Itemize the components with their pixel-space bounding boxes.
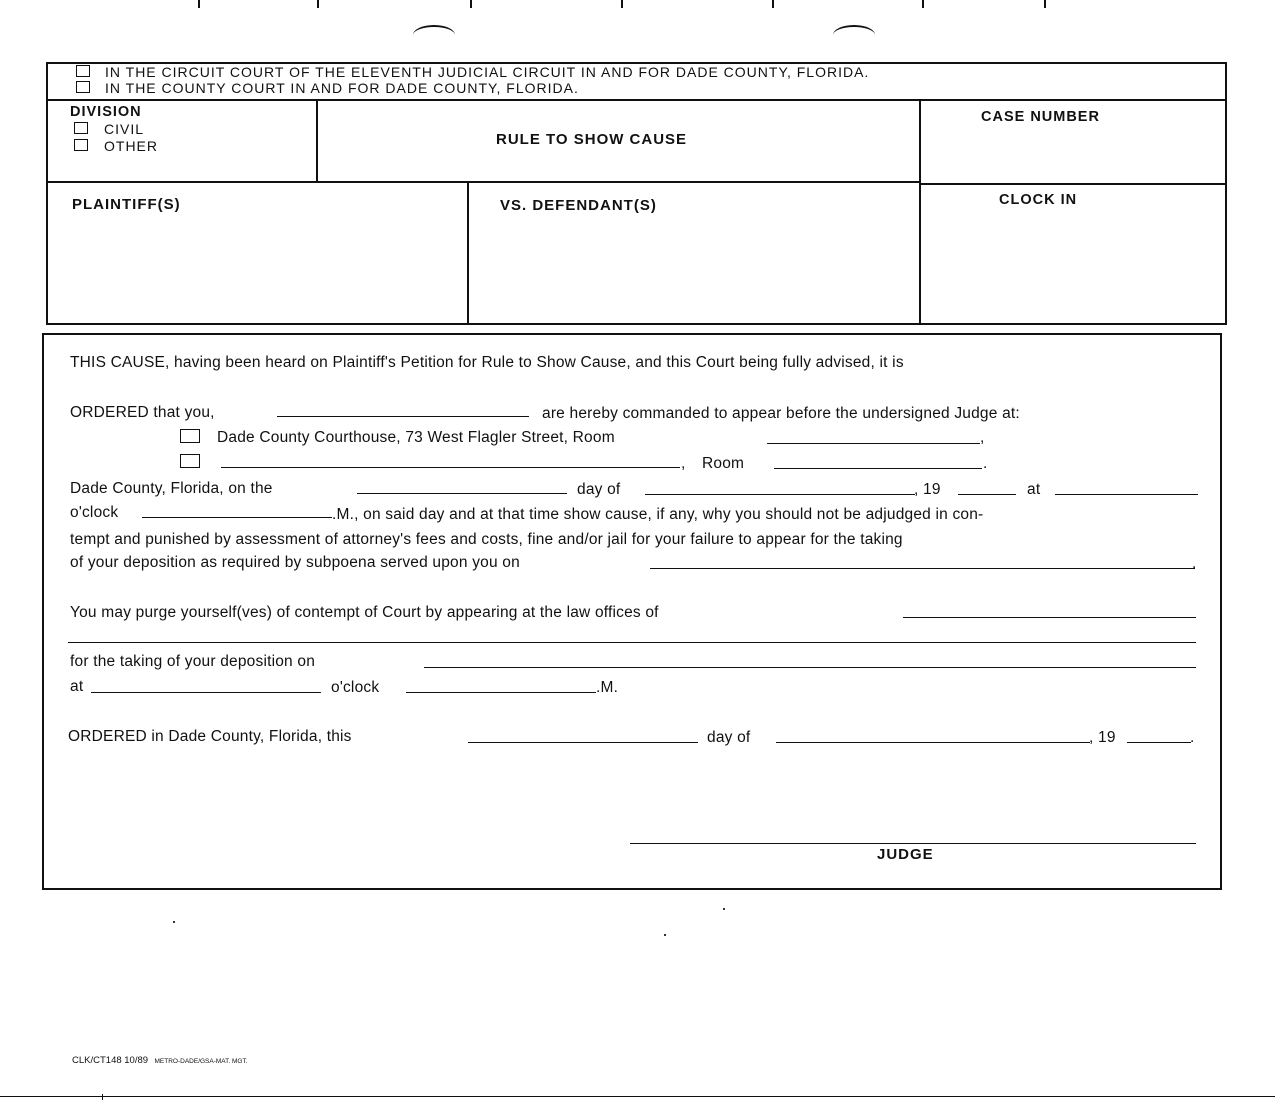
other-room-blank[interactable]: [774, 468, 982, 469]
county-court-label: IN THE COUNTY COURT IN AND FOR DADE COUNTY, FLORIDA.: [105, 80, 579, 96]
defendant-label: VS. DEFENDANT(S): [500, 197, 657, 214]
circuit-court-label: IN THE CIRCUIT COURT OF THE ELEVENTH JUDICIAL CIRCUIT IN AND FOR DADE COUNTY, FLORIDA.: [105, 64, 870, 80]
oclock-text: o'clock: [331, 679, 380, 696]
at-text: at: [70, 678, 84, 695]
other-location-checkbox[interactable]: [180, 454, 200, 468]
perforation-mark: [621, 0, 623, 8]
order-month-blank[interactable]: [776, 742, 1090, 743]
clock-in-label: CLOCK IN: [999, 192, 1078, 208]
civil-checkbox[interactable]: [74, 122, 88, 134]
form-code: CLK/CT148 10/89: [72, 1055, 149, 1066]
year-prefix: , 19: [914, 481, 941, 498]
deposition-hour-blank[interactable]: [406, 692, 596, 693]
ordered-in-text: ORDERED in Dade County, Florida, this: [68, 728, 352, 745]
other-location-blank[interactable]: [221, 467, 680, 468]
period: .: [1192, 555, 1197, 572]
appear-year-blank[interactable]: [958, 494, 1016, 495]
other-checkbox[interactable]: [74, 139, 88, 151]
county-court-checkbox[interactable]: [76, 81, 90, 93]
civil-label: CIVIL: [104, 121, 145, 137]
order-year-blank[interactable]: [1127, 742, 1191, 743]
courthouse-checkbox[interactable]: [180, 429, 200, 443]
judge-signature-line[interactable]: [630, 843, 1196, 844]
commanded-text: are hereby commanded to appear before the undersigned Judge at:: [542, 405, 1020, 422]
order-day-blank[interactable]: [468, 742, 698, 743]
appear-month-blank[interactable]: [645, 494, 915, 495]
punch-hole-arc: [833, 25, 875, 45]
perforation-mark: [317, 0, 319, 8]
year-prefix: , 19: [1089, 729, 1116, 746]
meridiem-text: .M.: [596, 679, 619, 696]
divider: [467, 181, 469, 325]
subpoena-date-blank[interactable]: [650, 568, 1195, 569]
taking-text: for the taking of your deposition on: [70, 653, 316, 670]
divider: [919, 99, 921, 325]
form-footer: [72, 1050, 248, 1068]
day-of-text: day of: [577, 481, 621, 498]
speck: [664, 934, 666, 936]
other-label: OTHER: [104, 138, 158, 154]
contempt-text: tempt and punished by assessment of attorney's fees and costs, fine and/or jail for your failure to appear for the taking: [70, 531, 903, 548]
deposition-text: of your deposition as required by subpoena served upon you on: [70, 554, 520, 571]
show-cause-text: .M., on said day and at that time show cause, if any, why you should not be adjudged in con-: [332, 506, 984, 523]
page-edge-mark: [102, 1094, 103, 1100]
comma: ,: [681, 455, 686, 472]
day-of-text: day of: [707, 729, 751, 746]
at-text: at: [1027, 481, 1041, 498]
respondent-name-blank[interactable]: [277, 416, 529, 417]
intro-text: THIS CAUSE, having been heard on Plaintiff's Petition for Rule to Show Cause, and this Court being fully advised, it is: [70, 354, 904, 371]
perforation-mark: [470, 0, 472, 8]
divider: [46, 181, 921, 183]
law-office-continued-blank[interactable]: [68, 642, 1196, 643]
perforation-mark: [1044, 0, 1046, 8]
law-office-blank[interactable]: [903, 617, 1196, 618]
perforation-mark: [772, 0, 774, 8]
divider: [316, 99, 318, 181]
divider: [919, 183, 1227, 185]
judge-label: JUDGE: [877, 846, 934, 863]
agency-code: METRO-DADE/GSA-MAT. MGT.: [154, 1058, 248, 1065]
ordered-text: ORDERED that you,: [70, 404, 215, 421]
appear-time-blank[interactable]: [1055, 494, 1198, 495]
plaintiff-label: PLAINTIFF(S): [72, 196, 181, 213]
appear-day-blank[interactable]: [357, 493, 567, 494]
perforation-mark: [198, 0, 200, 8]
oclock-text: o'clock: [70, 504, 119, 521]
purge-text: You may purge yourself(ves) of contempt of Court by appearing at the law offices of: [70, 604, 659, 621]
form-title: RULE TO SHOW CAUSE: [496, 131, 688, 148]
comma: ,: [980, 429, 985, 446]
punch-hole-arc: [413, 25, 455, 45]
courthouse-text: Dade County Courthouse, 73 West Flagler Street, Room: [217, 429, 615, 446]
period: .: [1190, 729, 1195, 746]
appear-hour-blank[interactable]: [142, 517, 332, 518]
circuit-court-checkbox[interactable]: [76, 65, 90, 77]
deposition-time-blank[interactable]: [91, 692, 321, 693]
courthouse-room-blank[interactable]: [767, 443, 980, 444]
dade-on-the-text: Dade County, Florida, on the: [70, 480, 273, 497]
speck: [173, 921, 175, 923]
page-edge-line: [0, 1096, 1275, 1097]
deposition-date-blank[interactable]: [424, 667, 1196, 668]
case-number-label: CASE NUMBER: [981, 109, 1100, 125]
period: .: [983, 455, 988, 472]
speck: [723, 908, 725, 910]
perforation-mark: [922, 0, 924, 8]
division-label: DIVISION: [70, 104, 142, 120]
divider: [46, 99, 1227, 101]
room-label: Room: [702, 455, 745, 472]
